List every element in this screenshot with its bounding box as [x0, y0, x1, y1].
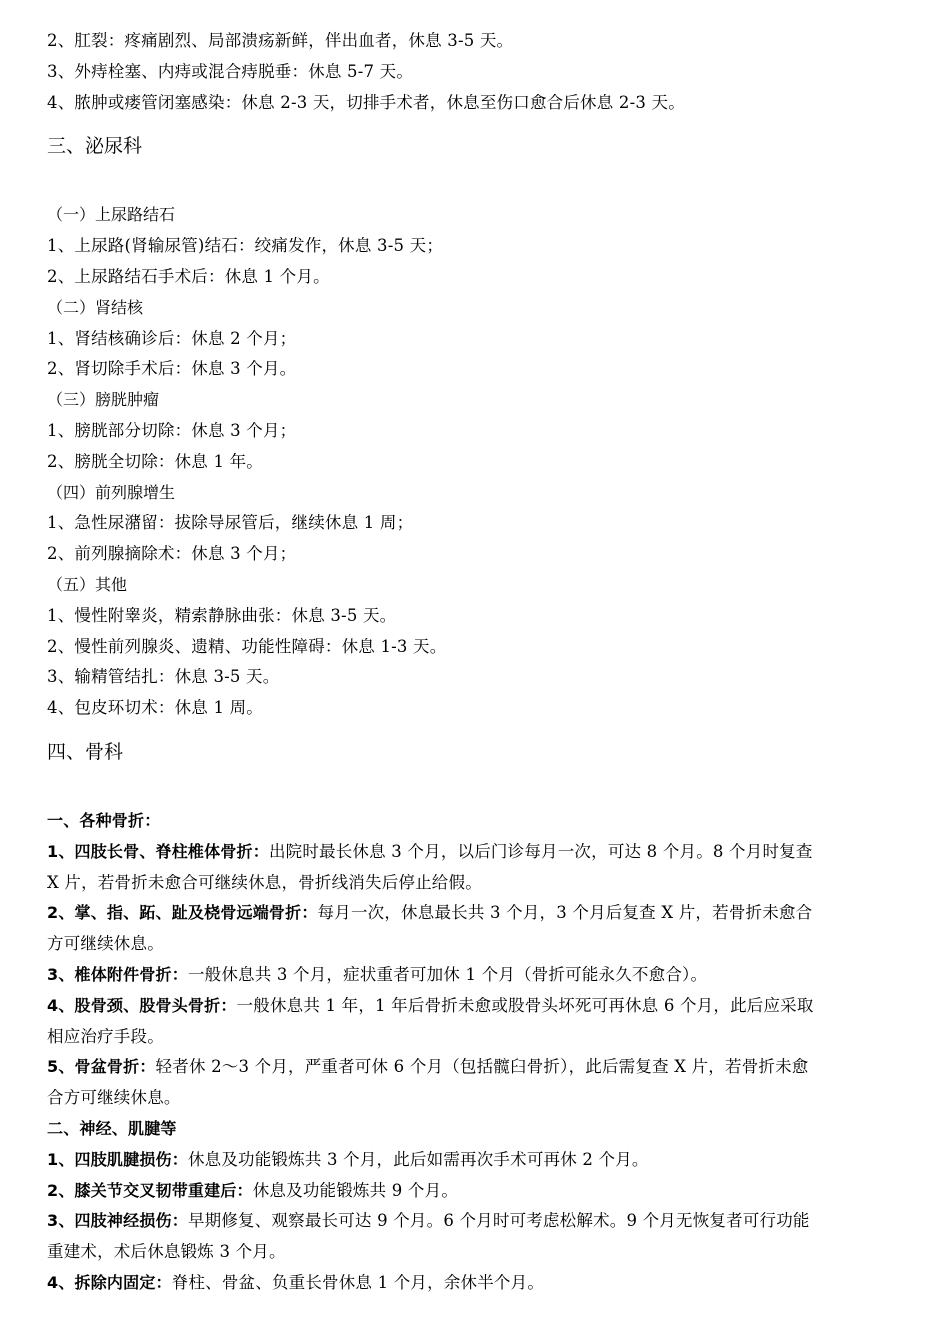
item-label: 2、掌、指、跖、趾及桡骨远端骨折： — [47, 903, 318, 923]
item-label: 4、股骨颈、股骨头骨折： — [47, 995, 237, 1015]
fracture-item — [47, 898, 907, 960]
item-text: 早期修复、观察最长可达 9 个月。6 个月时可考虑松解术。9 个月无恢复者可行功能 — [187, 1211, 810, 1231]
item-text: 休息及功能锻炼共 3 个月，此后如需再次手术可再休 2 个月。 — [187, 1149, 649, 1169]
subsection-title: （三）膀胱肿瘤 — [47, 390, 160, 410]
document-page — [47, 26, 907, 1299]
list-item: 2、上尿路结石手术后：休息 1 个月。 — [47, 266, 330, 286]
subsection-title: （二）肾结核 — [47, 297, 144, 317]
list-item: 3、输精管结扎：休息 3-5 天。 — [47, 667, 280, 687]
list-item: 4、脓肿或瘘管闭塞感染：休息 2-3 天，切排手术者，休息至伤口愈合后休息 2-3 天。 — [47, 92, 685, 112]
list-item: 4、包皮环切术：休息 1 周。 — [47, 698, 263, 718]
nerve-item — [47, 1206, 907, 1268]
fracture-item — [47, 1052, 907, 1114]
item-text: 一般休息共 3 个月，症状重者可加休 1 个月（骨折可能永久不愈合）。 — [187, 964, 708, 984]
list-item: 2、肛裂：疼痛剧烈、局部溃疡新鲜，伴出血者，休息 3-5 天。 — [47, 31, 514, 50]
item-label: 3、四肢神经损伤： — [47, 1211, 188, 1231]
item-continuation: 相应治疗手段。 — [47, 1026, 164, 1046]
subsection-title: 二、神经、肌腱等 — [47, 1118, 177, 1138]
list-item: 1、上尿路(肾输尿管)结石：绞痛发作，休息 3-5 天； — [47, 236, 444, 256]
list-item: 2、慢性前列腺炎、遗精、功能性障碍：休息 1-3 天。 — [47, 636, 447, 656]
section-heading-orthopedics: 四、骨科 — [47, 740, 124, 763]
subsection-title: 一、各种骨折： — [47, 810, 161, 830]
list-item: 2、肾切除手术后：休息 3 个月。 — [47, 359, 297, 379]
list-item: 1、急性尿潴留：拔除导尿管后，继续休息 1 周； — [47, 513, 414, 533]
item-label: 3、椎体附件骨折： — [47, 964, 188, 984]
list-item: 3、外痔栓塞、内痔或混合痔脱垂：休息 5-7 天。 — [47, 61, 414, 81]
nerve-item — [47, 1176, 907, 1207]
item-text: 一般休息共 1 年，1 年后骨折未愈或股骨头坏死可再休息 6 个月，此后应采取 — [236, 995, 814, 1015]
item-label: 1、四肢长骨、脊柱椎体骨折： — [47, 841, 269, 861]
list-item: 2、前列腺摘除术：休息 3 个月； — [47, 544, 297, 564]
item-text: 出院时最长休息 3 个月，以后门诊每月一次，可达 8 个月。8 个月时复查 — [268, 841, 813, 861]
nerve-item — [47, 1268, 907, 1299]
subsection-title: （五）其他 — [47, 574, 128, 594]
item-continuation: 重建术，术后休息锻炼 3 个月。 — [47, 1242, 286, 1262]
item-continuation: 方可继续休息。 — [47, 934, 164, 954]
fracture-item — [47, 960, 907, 991]
urology-section — [47, 200, 907, 724]
anal-section — [47, 26, 907, 118]
fracture-item — [47, 991, 907, 1053]
item-label: 1、四肢肌腱损伤： — [47, 1149, 188, 1169]
item-text: 休息及功能锻炼共 9 个月。 — [252, 1180, 459, 1200]
item-continuation: X 片，若骨折未愈合可继续休息，骨折线消失后停止给假。 — [47, 872, 482, 892]
nerve-item — [47, 1145, 907, 1176]
list-item: 1、膀胱部分切除：休息 3 个月； — [47, 420, 297, 440]
list-item: 2、膀胱全切除：休息 1 年。 — [47, 451, 263, 471]
item-text: 每月一次，休息最长共 3 个月，3 个月后复查 X 片，若骨折未愈合 — [317, 903, 813, 923]
subsection-title: （一）上尿路结石 — [47, 205, 176, 225]
fracture-item — [47, 837, 907, 899]
item-label: 2、膝关节交叉韧带重建后： — [47, 1180, 253, 1200]
item-continuation: 合方可继续休息。 — [47, 1088, 181, 1108]
list-item: 1、肾结核确诊后：休息 2 个月； — [47, 328, 297, 348]
subsection-title: （四）前列腺增生 — [47, 482, 176, 502]
item-text: 轻者休 2～3 个月，严重者可休 6 个月（包括髋臼骨折），此后需复查 X 片，若骨折未愈 — [155, 1057, 809, 1077]
item-label: 5、骨盆骨折： — [47, 1057, 156, 1077]
item-label: 4、拆除内固定： — [47, 1272, 172, 1292]
item-text: 脊柱、骨盆、负重长骨休息 1 个月，余休半个月。 — [171, 1272, 545, 1292]
section-heading-urology: 三、泌尿科 — [47, 135, 143, 158]
list-item: 1、慢性附睾炎，精索静脉曲张：休息 3-5 天。 — [47, 605, 397, 625]
orthopedics-section — [47, 806, 907, 1299]
